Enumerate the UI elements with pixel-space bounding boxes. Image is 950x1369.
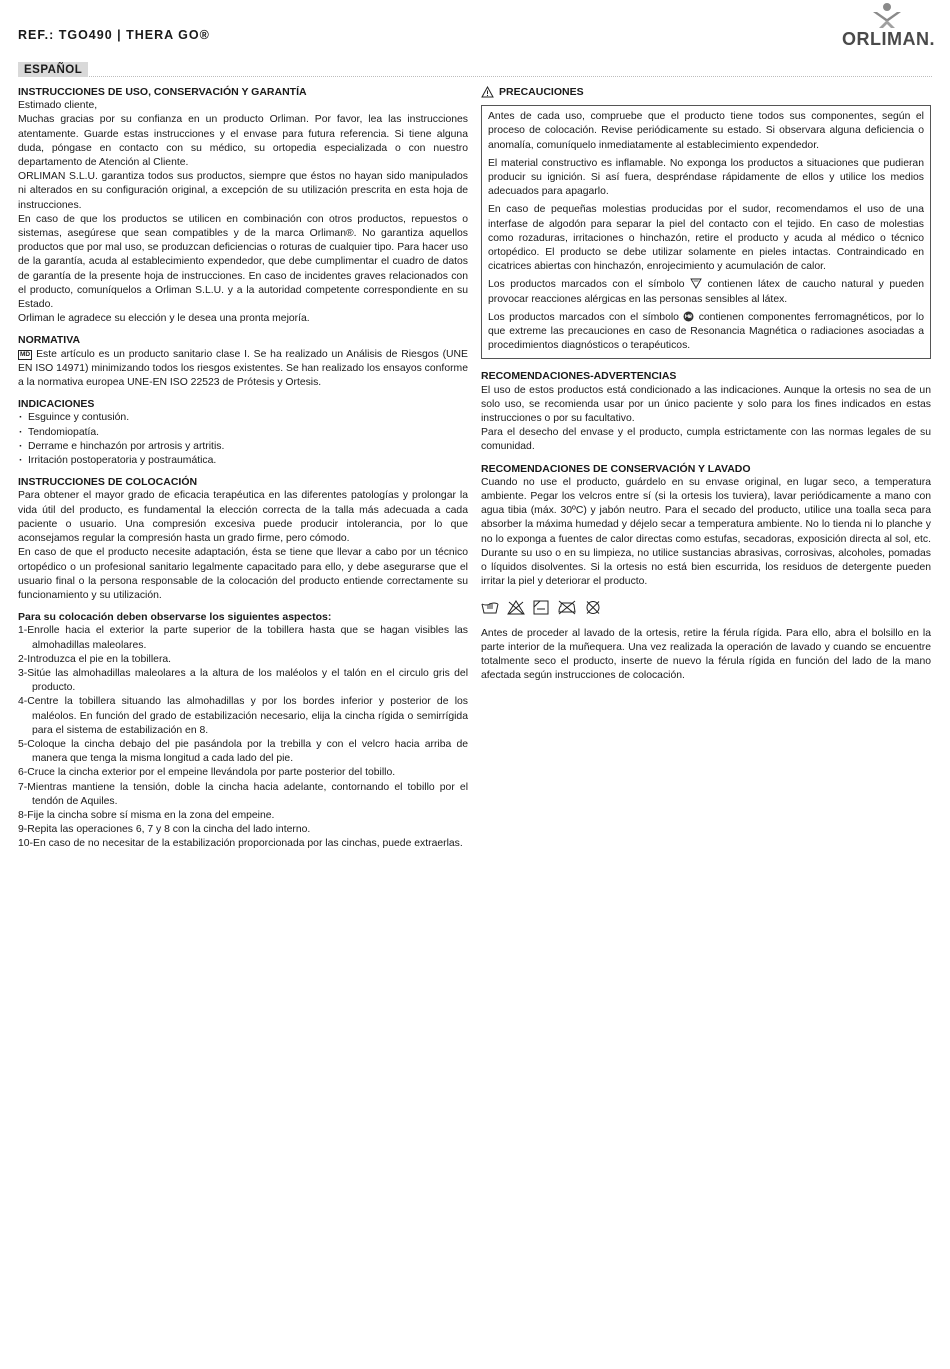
conservacion-paragraph-2: Antes de proceder al lavado de la ortesis, retire la férula rígida. Para ello, abra el bolsillo en la parte interior de la muñequera. Una vez realizada la operación de lavado y cuando se encuentre totalmente seco el producto, inserte de nuevo la férula rígida en función del lado de la mano afectada según instrucciones de colocación. [481,627,931,682]
list-item: 9-Repita las operaciones 6, 7 y 8 con la cincha del lado interno. [18,824,311,836]
list-item: 6-Cruce la cincha exterior por el empeine llevándola por parte posterior del tobillo. [18,767,396,779]
care-symbols [481,600,931,615]
list-item: 10-En caso de no necesitar de la estabilización proporcionada por las cinchas, puede extraerlas. [18,838,463,850]
colocacion-paragraph-2: En caso de que el producto necesite adaptación, ésta se tiene que llevar a cabo por un técnico ortopédico o un profesional sanitario legalmente capacitado para ello, y debe asegurarse que el usuario final o la persona responsable de la colocación del producto entiende correctamente su funcionamiento y su utilización. [18,547,468,601]
list-item: · Esguince y contusión. [18,411,468,425]
steps-list [18,624,468,851]
brand-name: ORLIMAN. [842,29,935,49]
list-item: 2-Introduzca el pie en la tobillera. [18,653,172,665]
magnetic-resonance-icon [683,311,694,322]
warning-triangle-icon [481,86,494,98]
list-item: 8-Fije la cincha sobre sí misma en la zona del empeine. [18,809,275,821]
list-item: 4-Centre la tobillera situando las almohadillas y por los bordes inferior y posterior de los maléolos. En función del grado de estabilización necesario, elija la cincha rígida o semirrígida para el sistema de estabilización en 8. [18,696,468,736]
recomendaciones-paragraph-2: Para el desecho del envase y el producto, cumpla estrictamente con las normas legales de su comunidad. [481,427,931,453]
indicaciones-list [18,411,468,468]
brand-logo [842,2,935,50]
list-item: · Derrame e hinchazón por artrosis y artritis. [18,440,468,454]
list-item: 7-Mientras mantiene la tensión, doble la cincha hacia adelante, contornando el tobillo por el tendón de Aquiles. [18,781,468,807]
intro-paragraph: Muchas gracias por su confianza en un producto Orliman. Por favor, lea las instrucciones atentamente. Guarde estas instrucciones y el envase para futura referencia. Si tiene alguna duda, póngase en contacto con su médico, su ortopedia especializada o con nuestro departamento de Atención al Cliente. [18,114,468,169]
no-bleach-icon [507,600,525,615]
right-column [481,85,931,683]
mr-text-b: contienen componentes ferromagnéticos, por lo que extreme las precauciones en caso de Resonancia Magnética o radiaciones asociadas a procedimientos diagnósticos o terapéuticos. [488,311,925,352]
colocacion-paragraph-1: Para obtener el mayor grado de eficacia terapéutica en las diferentes patologías y prolongar la vida útil del producto, es fundamental la elección correcta de la talla más adecuada a cada paciente o usuario. Una compresión excesiva puede producir intolerancia, por lo que aconsejamos regular la compresión hasta un grado firme, pero cómodo. [18,490,468,545]
list-item: · Irritación postoperatoria y postraumática. [18,454,468,468]
precauciones-paragraph-3: En caso de pequeñas molestias producidas por el sudor, recomendamos el uso de una interfase de algodón para separar la piel del contacto con el tejido. En caso de molestias como rozaduras, irritaciones o hinchazón, retire el producto y acuda al médico o técnico ortopédico. El producto se debe utilizar solamente en pieles intactas. Contraindicado en cicatrices abiertas con hinchazón, enrojecimiento y acumulación de calor. [488,204,924,273]
thanks-paragraph: Orliman le agradece su elección y le desea una pronta mejoría. [18,313,310,325]
no-dry-clean-icon [585,600,601,615]
latex-symbol-icon [690,278,702,289]
instructions-title: INSTRUCCIONES DE USO, CONSERVACIÓN Y GARANTÍA [18,86,307,98]
language-bar [18,60,932,77]
compatibility-paragraph: En caso de que los productos se utilicen en combinación con otros productos, repuestos o sistemas, asegúrese que sean compatibles y de la marca Orliman®. No garantiza aquellos productos que por mal uso, se produzcan deficiencias o roturas de cualquier tipo. Para hacer uso de la garantía, acuda al establecimiento expendedor, que debe cumplimentar el cuadro de datos de garantía de la presente hoja de instrucciones. En caso de incidentes graves relacionados con el producto, comuníquelos a Orliman S.L.U. y a la autoridad competente correspondiente en su Estado. [18,213,468,311]
list-item: 5-Coloque la cincha debajo del pie pasándola por la trebilla y con el velcro hacia arriba de manera que tenga la misma longitud a cada lado del pie. [18,738,468,765]
colocacion-title: INSTRUCCIONES DE COLOCACIÓN [18,476,198,489]
indicaciones-title: INDICACIONES [18,398,95,411]
dry-flat-icon [533,600,549,615]
greeting: Estimado cliente, [18,100,98,112]
recomendaciones-paragraph-1: El uso de estos productos está condicionado a las indicaciones. Aunque la ortesis no sea de un solo uso, se recomienda usar por un único paciente y solo para los fines indicados en estas instrucciones o por su facultativo. [481,384,931,425]
medical-device-icon: MD [20,350,31,358]
precauciones-paragraph-4 [488,278,924,306]
precauciones-paragraph-1: Antes de cada uso, compruebe que el producto tiene todos sus componentes, según el proceso de colocación. Revise periódicamente su estado. Si observara alguna deficiencia o anomalía, comuníquelo inmediatamente al establecimiento expendedor. [488,111,924,151]
no-iron-icon [557,600,577,615]
normativa-title: NORMATIVA [18,334,81,347]
precauciones-heading [481,85,931,99]
precauciones-box [481,105,931,359]
conservacion-title: RECOMENDACIONES DE CONSERVACIÓN Y LAVADO [481,462,751,475]
latex-text-b: contienen látex de caucho natural y pueden provocar reacciones alérgicas en las personas sensibles al látex. [488,279,924,305]
precauciones-title: PRECAUCIONES [499,86,584,98]
list-item: 3-Sitúe las almohadillas maleolares a la altura de los maléolos y el talón en el circulo gris del producto. [18,667,468,694]
warranty-paragraph: ORLIMAN S.L.U. garantiza todos sus productos, siempre que éstos no hayan sido manipulados ni alterados en su configuración original, a excepción de su utilización prescrita en esta hoja de instrucciones. [18,171,468,211]
steps-title: Para su colocación deben observarse los siguientes aspectos: [18,611,332,624]
left-column [18,85,468,852]
hand-wash-icon [481,600,499,615]
mr-text-a: Los productos marcados con el símbolo [488,311,679,323]
document-reference: REF.: TGO490 | THERA GO® [18,28,210,42]
orliman-emblem-icon [869,2,905,30]
normativa-body: Este artículo es un producto sanitario clase I. Se ha realizado un Análisis de Riesgos (UNE EN ISO 14971) minimizando todos los riesgos existentes. Se han realizado los ensayos conforme a la normativa europea UNE-EN ISO 22523 de Prótesis y Ortesis. [18,348,468,389]
list-item: 1-Enrolle hacia el exterior la parte superior de la tobillera hasta que se hagan visibles las almohadillas maleolares. [18,625,468,651]
language-label: ESPAÑOL [18,62,88,77]
normativa-text [18,348,468,391]
precauciones-paragraph-2: El material constructivo es inflamable. No exponga los productos a situaciones que pudieran producir su ignición. Si así fuera, despréndase rápidamente de ellos y utilice los medios adecuados para apagarlo. [488,157,924,198]
conservacion-paragraph-1: Cuando no use el producto, guárdelo en su envase original, en lugar seco, a temperatura ambiente. Pegar los velcros entre sí (si la ortesis los tuviera), lavar periódicamente a mano con agua tibia (máx. 30ºC) y jabón neutro. Para el secado del producto, utilice una toalla seca para absorber la máxima humedad y déjelo secar a temperatura ambiente. No lo tienda ni lo planche y no lo exponga a fuentes de calor directas como estufas, secadoras, exposición directa al sol, etc. Durante su uso o en su limpieza, no utilice sustancias abrasivas, corrosivas, alcoholes, pomadas o líquidos disolventes. Si la ortesis no está bien escurrida, los residuos de detergente pueden irritar la piel y deteriorar el producto. [481,476,931,588]
latex-text-a: Los productos marcados con el símbolo [488,279,685,291]
list-item: · Tendomiopatía. [18,426,468,440]
recomendaciones-title: RECOMENDACIONES-ADVERTENCIAS [481,370,677,383]
precauciones-paragraph-5 [488,311,924,354]
